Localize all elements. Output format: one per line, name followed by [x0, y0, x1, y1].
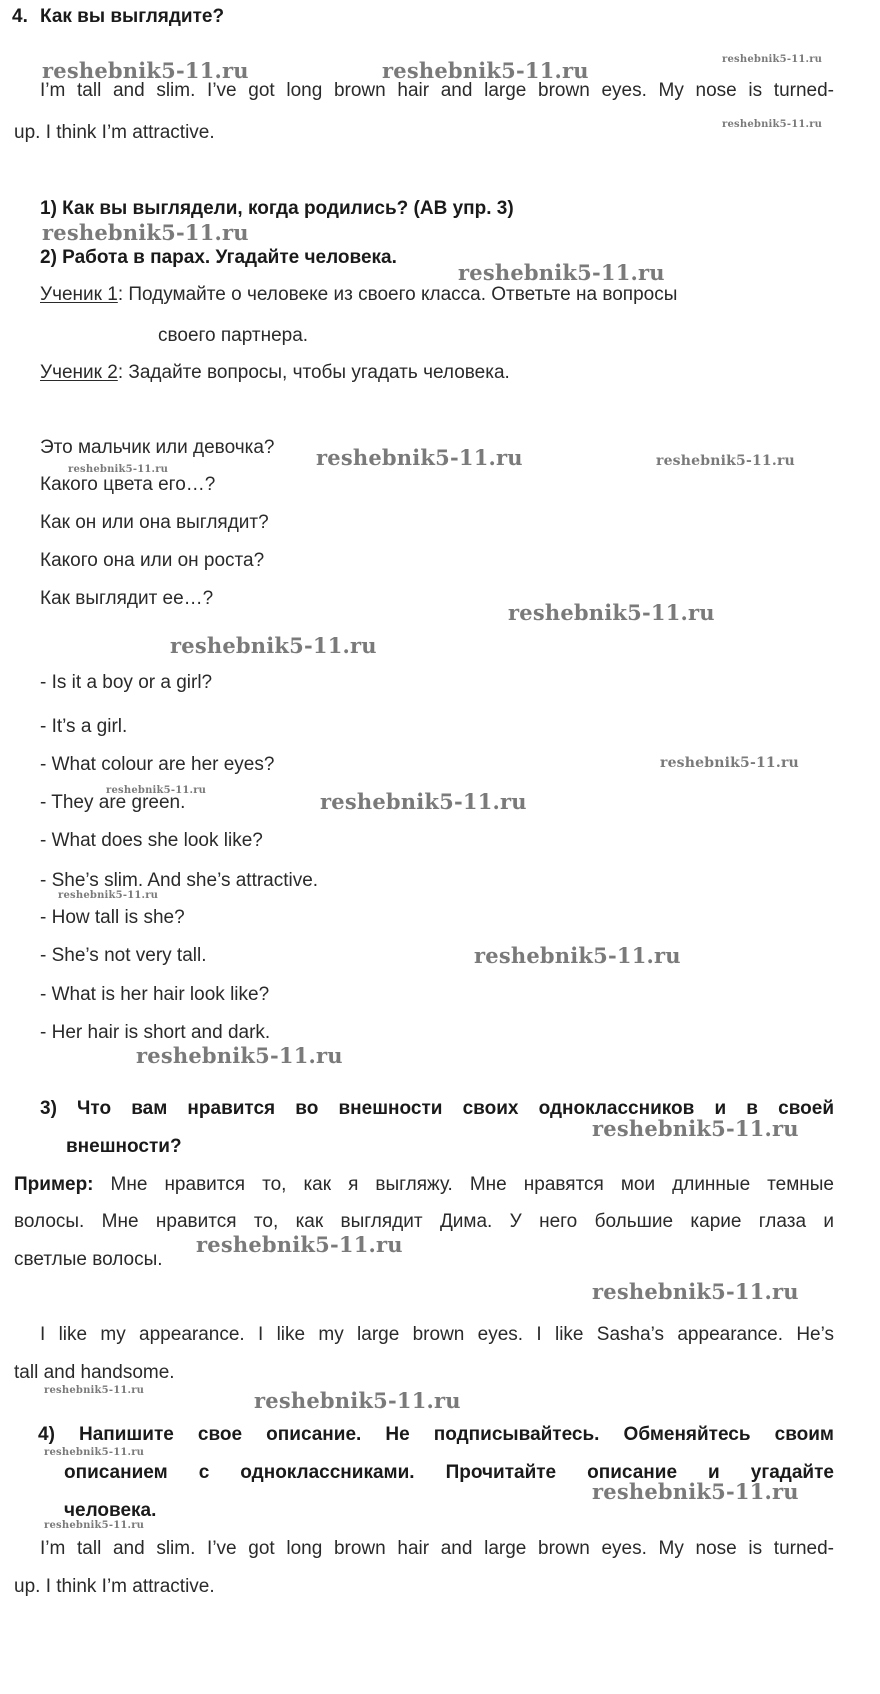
watermark: reshebnik5-11.ru [68, 464, 169, 475]
dialogue-line: - She’s slim. And she’s attractive. [40, 870, 319, 891]
dialogue-line: - Is it a boy or a girl? [40, 672, 213, 693]
watermark: reshebnik5-11.ru [196, 1232, 403, 1257]
dialogue-line: - Her hair is short and dark. [40, 1022, 271, 1043]
example-line-2: волосы. Мне нравится то, как выглядит Дима. У него большие карие глаза и [14, 1211, 834, 1232]
exercise-4-title-line-1: 4) Напишите свое описание. Не подписывайтесь. Обменяйтесь своим [38, 1424, 834, 1445]
exercise-4-answer-line-1: I’m tall and slim. I’ve got long brown hair and large brown eyes. My nose is turned- [40, 1538, 834, 1559]
watermark: reshebnik5-11.ru [320, 789, 527, 814]
example-line-3: светлые волосы. [14, 1249, 163, 1270]
task-heading: Как вы выглядите? [40, 6, 225, 27]
student-1-line [40, 284, 677, 306]
exercise-3-title-line-1: 3) Что вам нравится во внешности своих одноклассников и в своей [40, 1098, 834, 1119]
watermark: reshebnik5-11.ru [656, 453, 795, 469]
watermark: reshebnik5-11.ru [660, 755, 799, 771]
exercise-4-title-line-2: описанием с одноклассниками. Прочитайте описание и угадайте [64, 1462, 834, 1483]
exercise-4-answer-line-2: up. I think I’m attractive. [14, 1576, 215, 1597]
watermark: reshebnik5-11.ru [592, 1279, 799, 1304]
watermark: reshebnik5-11.ru [382, 58, 589, 83]
watermark: reshebnik5-11.ru [722, 54, 823, 65]
task-answer-line-1: I’m tall and slim. I’ve got long brown hair and large brown eyes. My nose is turned- [40, 80, 834, 101]
dialogue-line: - What does she look like? [40, 830, 263, 851]
watermark: reshebnik5-11.ru [136, 1043, 343, 1068]
exercise-2-title: 2) Работа в парах. Угадайте человека. [40, 247, 397, 268]
watermark: reshebnik5-11.ru [44, 1385, 145, 1396]
exercise-3-title-line-2: внешности? [66, 1136, 182, 1157]
watermark: reshebnik5-11.ru [722, 119, 823, 130]
watermark: reshebnik5-11.ru [42, 220, 249, 245]
exercise-3-answer-line-2: tall and handsome. [14, 1362, 175, 1383]
watermark: reshebnik5-11.ru [254, 1388, 461, 1413]
dialogue-line: - They are green. [40, 792, 186, 813]
exercise-3-answer-line-1: I like my appearance. I like my large brown eyes. I like Sasha’s appearance. He’s [40, 1324, 834, 1345]
task-answer-line-2: up. I think I’m attractive. [14, 122, 215, 143]
exercise-1-title: 1) Как вы выглядели, когда родились? (АВ упр. 3) [40, 198, 514, 219]
example-label: Пример: [14, 1174, 94, 1195]
dialogue-line: - How tall is she? [40, 907, 185, 928]
watermark: reshebnik5-11.ru [44, 1520, 145, 1531]
student-1-text-cont: своего партнера. [158, 325, 309, 346]
question: Какого цвета его…? [40, 474, 216, 495]
watermark: reshebnik5-11.ru [58, 890, 159, 901]
example-text-1: Мне нравится то, как я выгляжу. Мне нравятся мои длинные темные [93, 1174, 834, 1195]
dialogue-line: - She’s not very tall. [40, 945, 207, 966]
student-2-label: Ученик 2 [40, 362, 118, 383]
example-line-1 [14, 1174, 834, 1196]
student-2-line [40, 362, 510, 384]
watermark: reshebnik5-11.ru [508, 600, 715, 625]
student-2-text: : Задайте вопросы, чтобы угадать человека. [117, 362, 510, 383]
dialogue-line: - What colour are her eyes? [40, 754, 275, 775]
watermark: reshebnik5-11.ru [316, 445, 523, 470]
task-number: 4. [12, 6, 28, 27]
watermark: reshebnik5-11.ru [44, 1447, 145, 1458]
dialogue-line: - It’s a girl. [40, 716, 128, 737]
watermark: reshebnik5-11.ru [474, 943, 681, 968]
watermark: reshebnik5-11.ru [592, 1116, 799, 1141]
student-1-label: Ученик 1 [40, 284, 118, 305]
watermark: reshebnik5-11.ru [458, 260, 665, 285]
watermark: reshebnik5-11.ru [42, 58, 249, 83]
question: Как выглядит ее…? [40, 588, 214, 609]
question: Это мальчик или девочка? [40, 437, 275, 458]
dialogue-line: - What is her hair look like? [40, 984, 270, 1005]
exercise-4-title-line-3: человека. [64, 1500, 157, 1521]
question: Как он или она выглядит? [40, 512, 269, 533]
student-1-text: : Подумайте о человеке из своего класса. Ответьте на вопросы [117, 284, 678, 305]
watermark: reshebnik5-11.ru [106, 785, 207, 796]
question: Какого она или он роста? [40, 550, 265, 571]
watermark: reshebnik5-11.ru [170, 633, 377, 658]
watermark: reshebnik5-11.ru [592, 1479, 799, 1504]
